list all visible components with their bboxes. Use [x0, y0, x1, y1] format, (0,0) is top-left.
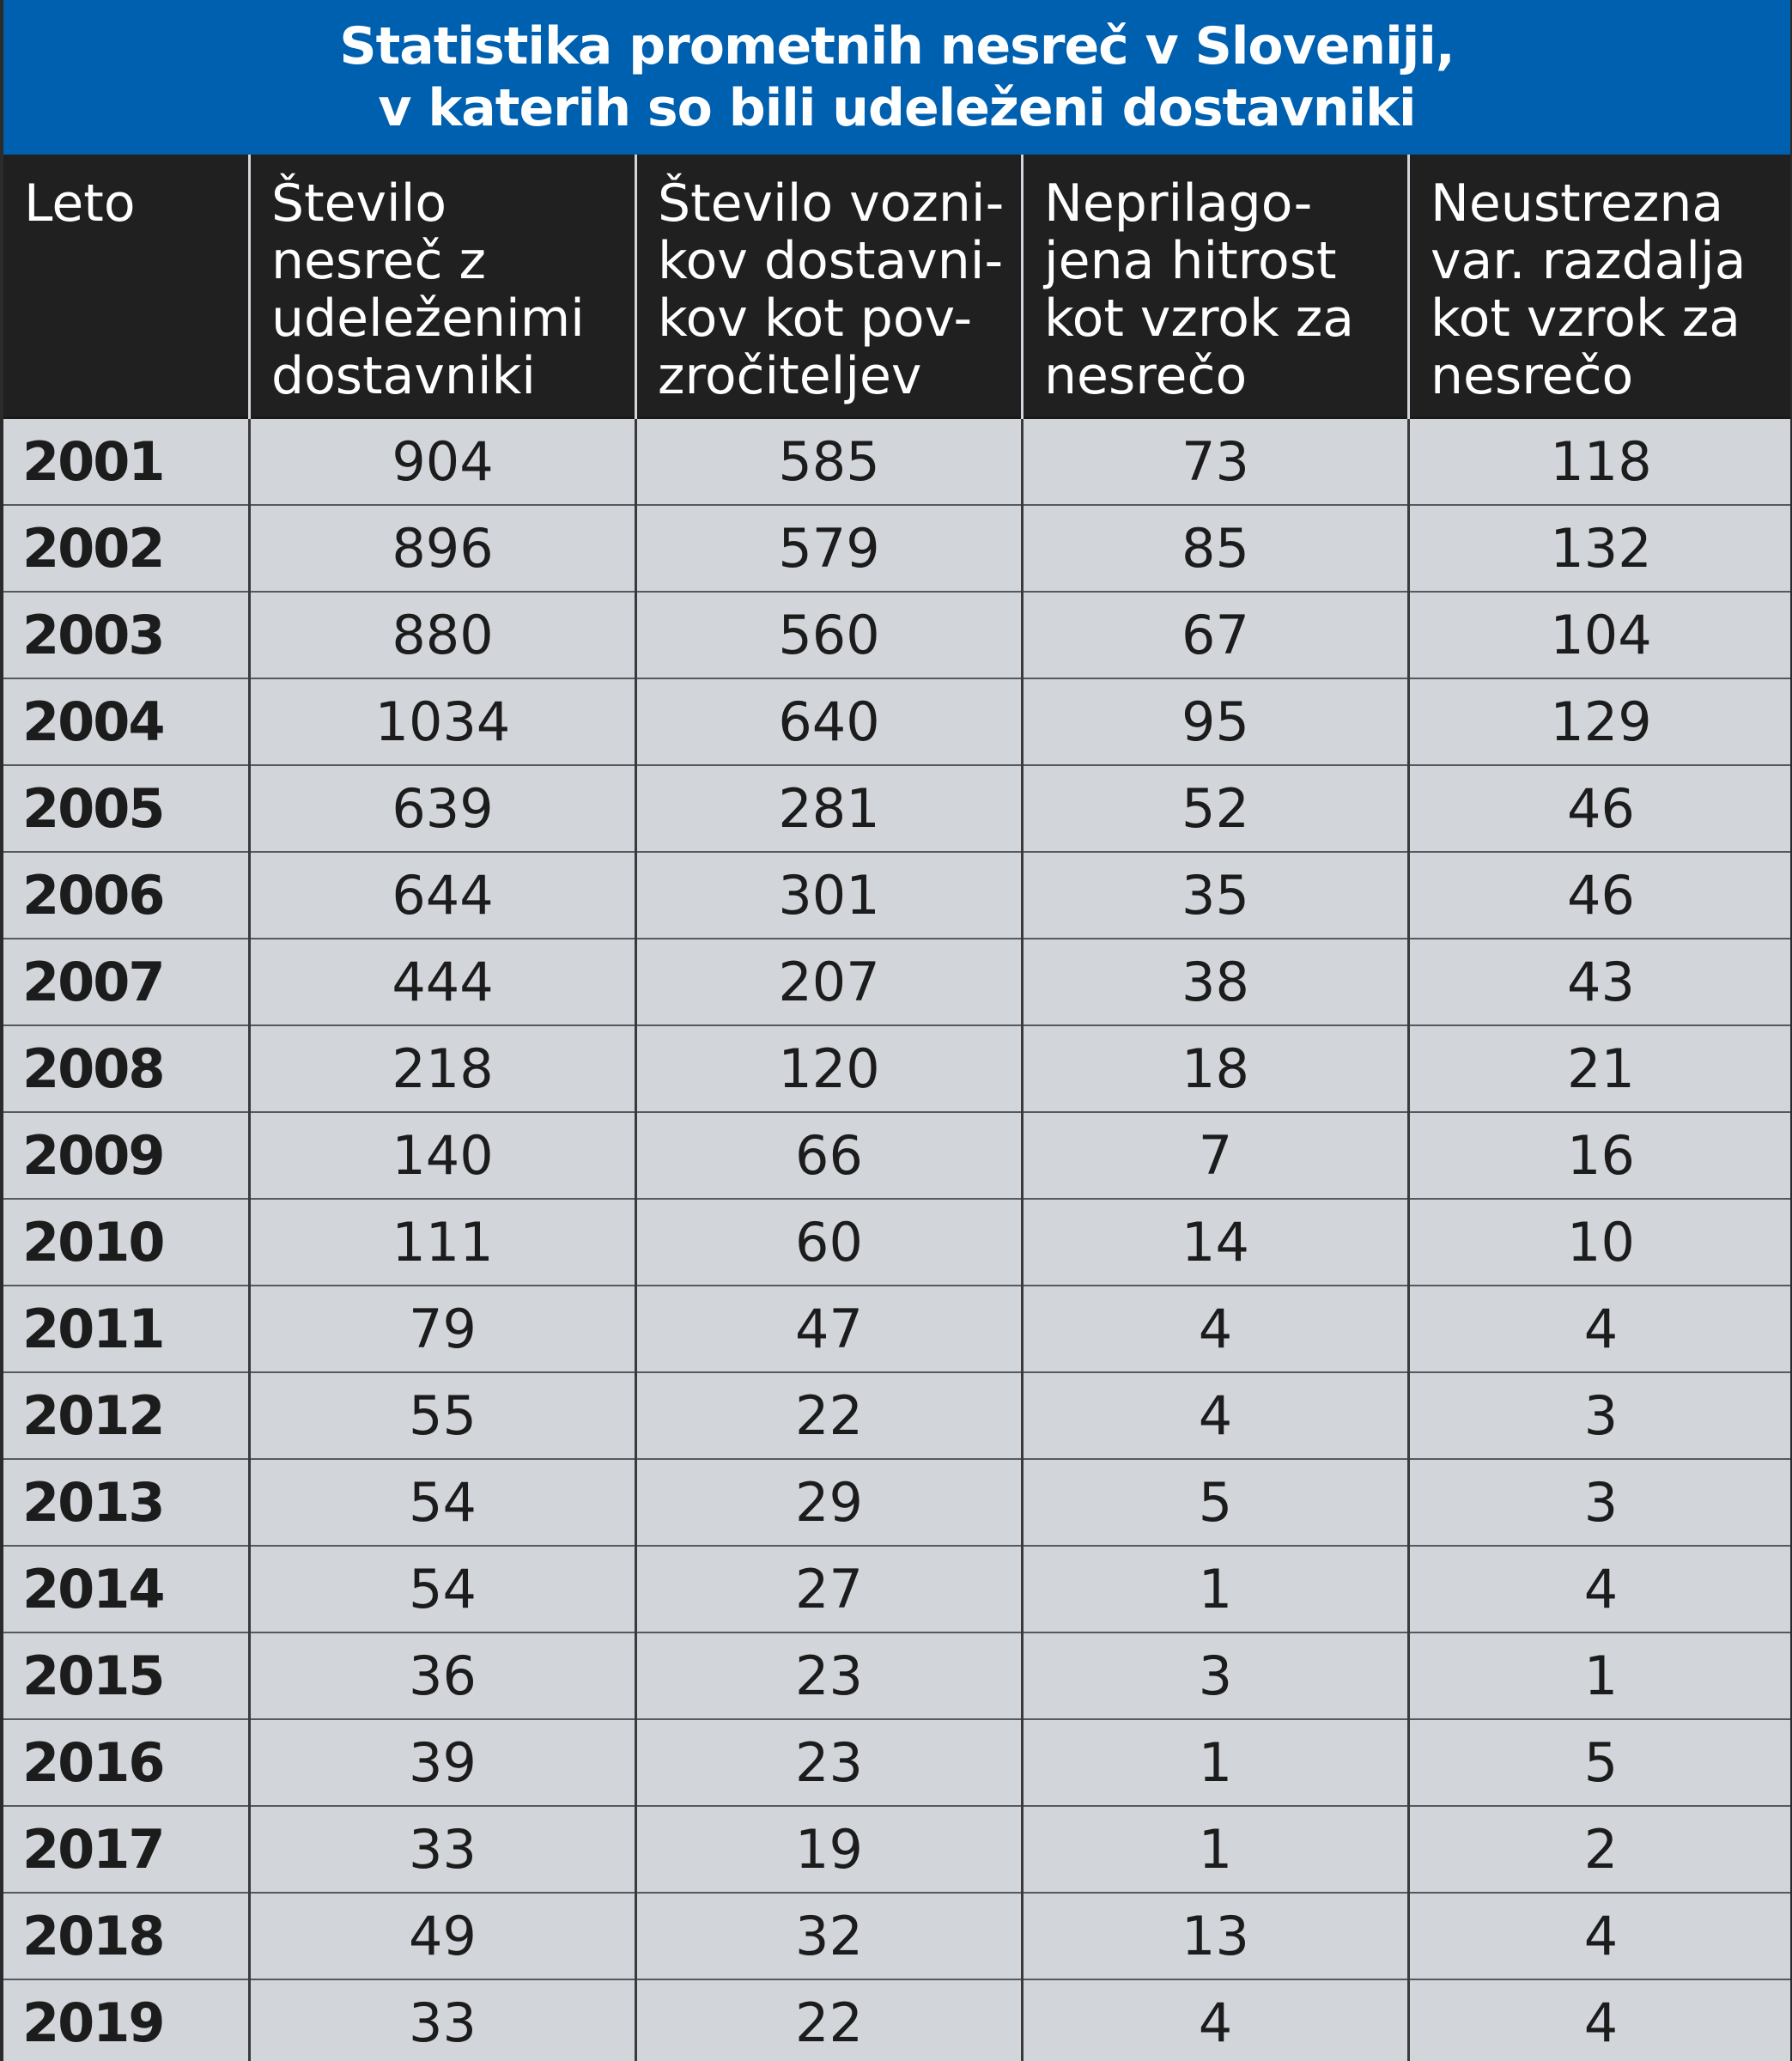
cell-unsafe-distance: 3: [1583, 1471, 1619, 1534]
cell-unsafe-distance: 46: [1567, 777, 1635, 840]
header-column-divider: [1021, 155, 1024, 419]
cell-year: 2010: [22, 1211, 164, 1274]
cell-unsafe-distance: 4: [1583, 1298, 1619, 1360]
cell-drivers-at-fault: 579: [778, 517, 880, 580]
cell-unadapted-speed: 4: [1198, 1384, 1233, 1447]
table-row: [3, 1286, 1790, 1373]
cell-year: 2007: [22, 951, 164, 1013]
cell-accidents: 111: [392, 1211, 494, 1274]
cell-year: 2018: [22, 1905, 164, 1967]
table-row: [3, 853, 1790, 939]
table-row: [3, 939, 1790, 1026]
cell-unsafe-distance: 1: [1583, 1645, 1619, 1707]
cell-unsafe-distance: 4: [1583, 1558, 1619, 1620]
table-row: [3, 1894, 1790, 1980]
column-divider: [1407, 155, 1410, 2061]
table-row: [3, 506, 1790, 593]
column-divider: [248, 155, 251, 2061]
column-header-unsafe-distance: Neustrezna var. razdalja kot vzrok za nesrečo: [1431, 173, 1746, 406]
cell-year: 2014: [22, 1558, 164, 1620]
cell-accidents: 880: [392, 604, 494, 666]
header-column-divider: [1407, 155, 1410, 419]
cell-drivers-at-fault: 60: [795, 1211, 863, 1274]
cell-drivers-at-fault: 47: [795, 1298, 863, 1360]
cell-unsafe-distance: 10: [1567, 1211, 1635, 1274]
cell-drivers-at-fault: 301: [778, 864, 880, 927]
cell-unadapted-speed: 52: [1182, 777, 1249, 840]
table-row: [3, 1980, 1790, 2061]
cell-unadapted-speed: 3: [1198, 1645, 1233, 1707]
cell-accidents: 79: [409, 1298, 477, 1360]
cell-unadapted-speed: 1: [1198, 1818, 1233, 1881]
cell-unadapted-speed: 95: [1182, 690, 1249, 753]
cell-unsafe-distance: 46: [1567, 864, 1635, 927]
column-header-unadapted-speed: Neprilago- jena hitrost kot vzrok za nesrečo: [1044, 173, 1355, 406]
cell-unadapted-speed: 1: [1198, 1731, 1233, 1794]
table-row: [3, 593, 1790, 679]
cell-drivers-at-fault: 22: [795, 1384, 863, 1447]
cell-accidents: 140: [392, 1124, 494, 1187]
cell-drivers-at-fault: 27: [795, 1558, 863, 1620]
table-row: [3, 1460, 1790, 1547]
table-row: [3, 1633, 1790, 1720]
cell-accidents: 36: [409, 1645, 477, 1707]
table-row: [3, 1720, 1790, 1807]
column-divider: [635, 155, 637, 2061]
cell-unsafe-distance: 129: [1550, 690, 1652, 753]
header-column-divider: [635, 155, 637, 419]
cell-drivers-at-fault: 207: [778, 951, 880, 1013]
table-row: [3, 1807, 1790, 1894]
cell-year: 2016: [22, 1731, 164, 1794]
cell-unsafe-distance: 104: [1550, 604, 1652, 666]
cell-unsafe-distance: 2: [1583, 1818, 1619, 1881]
cell-accidents: 33: [409, 1818, 477, 1881]
cell-accidents: 54: [409, 1471, 477, 1534]
cell-accidents: 1034: [374, 690, 511, 753]
cell-year: 2019: [22, 1991, 164, 2054]
cell-drivers-at-fault: 23: [795, 1645, 863, 1707]
cell-drivers-at-fault: 560: [778, 604, 880, 666]
cell-drivers-at-fault: 66: [795, 1124, 863, 1187]
cell-unsafe-distance: 4: [1583, 1991, 1619, 2054]
cell-accidents: 39: [409, 1731, 477, 1794]
cell-unadapted-speed: 67: [1182, 604, 1249, 666]
cell-unadapted-speed: 13: [1182, 1905, 1249, 1967]
cell-year: 2001: [22, 430, 164, 493]
cell-unadapted-speed: 18: [1182, 1037, 1249, 1100]
cell-unadapted-speed: 35: [1182, 864, 1249, 927]
cell-drivers-at-fault: 281: [778, 777, 880, 840]
table-title-line-1: Statistika prometnih nesreč v Sloveniji,: [339, 16, 1455, 76]
cell-accidents: 33: [409, 1991, 477, 2054]
cell-year: 2008: [22, 1037, 164, 1100]
cell-year: 2005: [22, 777, 164, 840]
cell-year: 2002: [22, 517, 164, 580]
cell-accidents: 55: [409, 1384, 477, 1447]
cell-year: 2012: [22, 1384, 164, 1447]
cell-year: 2017: [22, 1818, 164, 1881]
cell-drivers-at-fault: 23: [795, 1731, 863, 1794]
cell-drivers-at-fault: 120: [778, 1037, 880, 1100]
cell-accidents: 896: [392, 517, 494, 580]
cell-unsafe-distance: 16: [1567, 1124, 1635, 1187]
cell-unadapted-speed: 4: [1198, 1991, 1233, 2054]
table-title-line-2: v katerih so bili udeleženi dostavniki: [378, 78, 1416, 138]
cell-accidents: 444: [392, 951, 494, 1013]
cell-drivers-at-fault: 32: [795, 1905, 863, 1967]
cell-unadapted-speed: 14: [1182, 1211, 1249, 1274]
column-header-year: Leto: [24, 173, 136, 234]
cell-drivers-at-fault: 22: [795, 1991, 863, 2054]
cell-unsafe-distance: 21: [1567, 1037, 1635, 1100]
table-row: [3, 1200, 1790, 1286]
table-row: [3, 1547, 1790, 1633]
cell-unadapted-speed: 85: [1182, 517, 1249, 580]
cell-unsafe-distance: 118: [1550, 430, 1652, 493]
cell-year: 2006: [22, 864, 164, 927]
cell-accidents: 218: [392, 1037, 494, 1100]
cell-unsafe-distance: 43: [1567, 951, 1635, 1013]
column-header-drivers-at-fault: Število vozni- kov dostavni- kov kot pov- zročiteljev: [658, 173, 1005, 406]
column-divider: [1021, 155, 1024, 2061]
cell-year: 2003: [22, 604, 164, 666]
table-row: [3, 766, 1790, 853]
cell-accidents: 54: [409, 1558, 477, 1620]
cell-unsafe-distance: 5: [1583, 1731, 1619, 1794]
cell-unadapted-speed: 7: [1198, 1124, 1233, 1187]
header-column-divider: [248, 155, 251, 419]
cell-unadapted-speed: 73: [1182, 430, 1249, 493]
table-title: [3, 0, 1790, 155]
cell-drivers-at-fault: 19: [795, 1818, 863, 1881]
table-row: [3, 1113, 1790, 1200]
cell-accidents: 49: [409, 1905, 477, 1967]
column-header-row: [3, 155, 1790, 419]
table-row: [3, 679, 1790, 766]
cell-accidents: 644: [392, 864, 494, 927]
cell-drivers-at-fault: 29: [795, 1471, 863, 1534]
column-header-accidents: Število nesreč z udeleženimi dostavniki: [271, 173, 585, 406]
cell-unsafe-distance: 4: [1583, 1905, 1619, 1967]
cell-unadapted-speed: 1: [1198, 1558, 1233, 1620]
cell-year: 2015: [22, 1645, 164, 1707]
table-row: [3, 1373, 1790, 1460]
table-row: [3, 419, 1790, 506]
cell-year: 2011: [22, 1298, 164, 1360]
cell-unadapted-speed: 5: [1198, 1471, 1233, 1534]
cell-year: 2009: [22, 1124, 164, 1187]
cell-drivers-at-fault: 640: [778, 690, 880, 753]
cell-year: 2004: [22, 690, 164, 753]
cell-unsafe-distance: 132: [1550, 517, 1652, 580]
cell-drivers-at-fault: 585: [778, 430, 880, 493]
cell-unsafe-distance: 3: [1583, 1384, 1619, 1447]
cell-unadapted-speed: 38: [1182, 951, 1249, 1013]
cell-accidents: 639: [392, 777, 494, 840]
cell-unadapted-speed: 4: [1198, 1298, 1233, 1360]
cell-year: 2013: [22, 1471, 164, 1534]
cell-accidents: 904: [392, 430, 494, 493]
table-row: [3, 1026, 1790, 1113]
